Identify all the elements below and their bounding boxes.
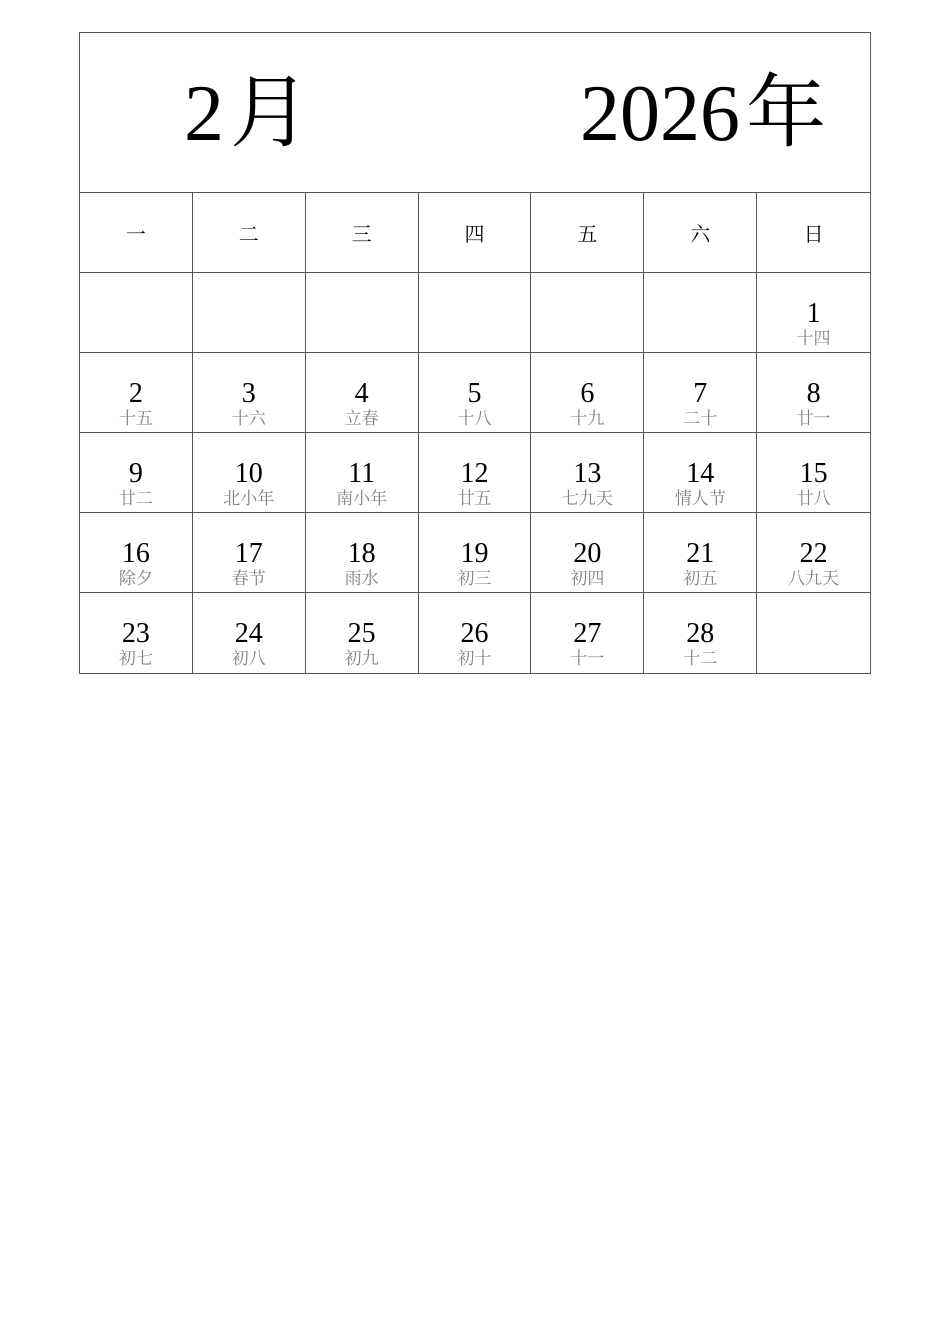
- lunar-date: 七九天: [561, 489, 613, 509]
- lunar-date: 十四: [796, 329, 831, 349]
- day-number: 20: [573, 538, 602, 569]
- lunar-date: 十二: [683, 649, 718, 669]
- day-number: 18: [347, 538, 376, 569]
- lunar-date: 立春: [344, 409, 379, 429]
- lunar-date: 十五: [118, 409, 153, 429]
- day-cell: [757, 273, 870, 353]
- day-number: 27: [573, 618, 602, 649]
- weekday-mon: 一: [80, 193, 193, 273]
- empty-day-cell: [644, 273, 757, 353]
- lunar-date: 二十: [683, 409, 718, 429]
- empty-day-cell: [306, 273, 419, 353]
- day-cell: [419, 513, 532, 593]
- day-number: 5: [467, 378, 482, 409]
- lunar-date: 春节: [231, 569, 266, 589]
- lunar-date: 廿八: [796, 489, 831, 509]
- day-cell: [193, 353, 306, 433]
- lunar-date: 初十: [457, 649, 492, 669]
- day-cell: [306, 433, 419, 513]
- day-cell: [644, 433, 757, 513]
- weekday-sun: 日: [757, 193, 870, 273]
- day-cell: [419, 353, 532, 433]
- day-cell: [531, 433, 644, 513]
- empty-day-cell: [419, 273, 532, 353]
- lunar-date: 初三: [457, 569, 492, 589]
- lunar-date: 十九: [570, 409, 605, 429]
- lunar-date: 北小年: [223, 489, 275, 509]
- day-cell: [306, 513, 419, 593]
- year-title: [580, 66, 826, 159]
- day-cell: [419, 433, 532, 513]
- day-cell: [419, 593, 532, 673]
- day-number: 14: [686, 458, 715, 489]
- lunar-date: 雨水: [344, 569, 379, 589]
- weekday-sat: 六: [644, 193, 757, 273]
- lunar-date: 十一: [570, 649, 605, 669]
- weekday-row: [80, 193, 870, 273]
- lunar-date: 十八: [457, 409, 492, 429]
- day-number: 17: [234, 538, 263, 569]
- day-number: 2: [128, 378, 143, 409]
- day-number: 26: [460, 618, 489, 649]
- day-number: 15: [799, 458, 828, 489]
- days-grid: [80, 273, 870, 673]
- weekday-wed: 三: [306, 193, 419, 273]
- lunar-date: 初四: [570, 569, 605, 589]
- lunar-date: 初八: [231, 649, 266, 669]
- lunar-date: 十六: [231, 409, 266, 429]
- day-cell: [644, 513, 757, 593]
- empty-day-cell: [531, 273, 644, 353]
- lunar-date: 八九天: [788, 569, 840, 589]
- month-number: 2: [184, 70, 224, 158]
- day-number: 10: [234, 458, 263, 489]
- day-cell: [80, 433, 193, 513]
- day-number: 13: [573, 458, 602, 489]
- day-cell: [644, 353, 757, 433]
- empty-day-cell: [193, 273, 306, 353]
- day-number: 24: [234, 618, 263, 649]
- lunar-date: 南小年: [336, 489, 388, 509]
- day-cell: [757, 433, 870, 513]
- calendar-header: [80, 33, 870, 193]
- day-cell: [644, 593, 757, 673]
- lunar-date: 廿一: [796, 409, 831, 429]
- day-cell: [80, 513, 193, 593]
- day-number: 3: [241, 378, 256, 409]
- year-number: 2026: [580, 70, 740, 158]
- day-number: 11: [348, 458, 376, 489]
- month-char: 月: [230, 66, 310, 159]
- day-number: 22: [799, 538, 828, 569]
- lunar-date: 初五: [683, 569, 718, 589]
- day-number: 9: [128, 458, 143, 489]
- day-cell: [306, 593, 419, 673]
- day-cell: [80, 593, 193, 673]
- weekday-tue: 二: [193, 193, 306, 273]
- day-number: 6: [580, 378, 595, 409]
- weekday-thu: 四: [419, 193, 532, 273]
- year-char: 年: [746, 66, 826, 159]
- day-number: 28: [686, 618, 715, 649]
- day-cell: [757, 353, 870, 433]
- month-title: [184, 66, 310, 159]
- day-number: 7: [693, 378, 708, 409]
- day-number: 25: [347, 618, 376, 649]
- lunar-date: 廿五: [457, 489, 492, 509]
- lunar-date: 廿二: [118, 489, 153, 509]
- day-cell: [757, 513, 870, 593]
- weekday-fri: 五: [531, 193, 644, 273]
- lunar-date: 情人节: [674, 489, 726, 509]
- lunar-date: 初九: [344, 649, 379, 669]
- day-cell: [531, 513, 644, 593]
- day-cell: [193, 433, 306, 513]
- calendar: [79, 32, 871, 674]
- day-number: 23: [121, 618, 150, 649]
- day-number: 1: [806, 298, 821, 329]
- empty-day-cell: [757, 593, 870, 673]
- day-cell: [80, 353, 193, 433]
- day-cell: [531, 593, 644, 673]
- day-number: 4: [354, 378, 369, 409]
- day-cell: [306, 353, 419, 433]
- day-cell: [531, 353, 644, 433]
- day-number: 21: [686, 538, 715, 569]
- day-number: 16: [121, 538, 150, 569]
- day-number: 8: [806, 378, 821, 409]
- empty-day-cell: [80, 273, 193, 353]
- day-cell: [193, 513, 306, 593]
- day-number: 12: [460, 458, 489, 489]
- lunar-date: 初七: [118, 649, 153, 669]
- day-cell: [193, 593, 306, 673]
- day-number: 19: [460, 538, 489, 569]
- lunar-date: 除夕: [118, 569, 153, 589]
